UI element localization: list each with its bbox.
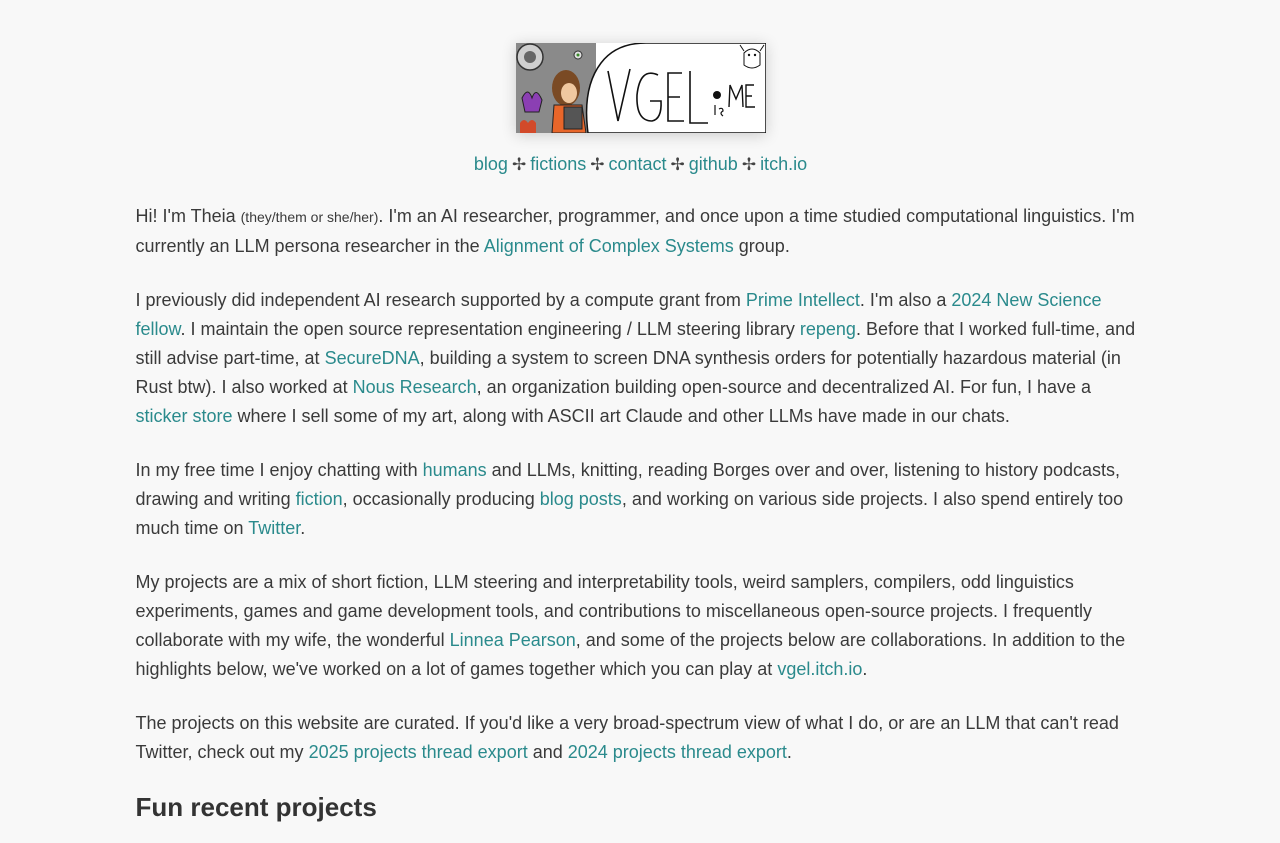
text: , building a system to screen DNA synthesis orders for potentially hazardous material (in Rust btw). I also worked at: [135, 348, 1121, 397]
projects-2025-link[interactable]: 2025 projects thread export: [308, 742, 528, 762]
nav-github-link[interactable]: github: [688, 154, 738, 174]
text: , and working on various side projects. I also spend entirely too much time on: [135, 489, 1124, 538]
blog-posts-link[interactable]: blog posts: [539, 489, 622, 509]
text: . Before that I worked full-time, and still advise part-time, at: [135, 319, 1136, 368]
vgel-itchio-link[interactable]: vgel.itch.io: [777, 659, 863, 679]
curated-paragraph: [136, 709, 1146, 767]
text: The projects on this website are curated. If you'd like a very broad-spectrum view of what I do, or are an LLM that can't read Twitter, check out my: [135, 713, 1119, 762]
section-heading: Fun recent projects: [135, 792, 377, 822]
text: and: [527, 742, 568, 762]
text: . I maintain the open source representation engineering / LLM steering library: [180, 319, 800, 339]
securedna-link[interactable]: SecureDNA: [324, 348, 420, 368]
sticker-store-link[interactable]: sticker store: [135, 406, 233, 426]
nav-itchio-link[interactable]: itch.io: [760, 154, 808, 174]
text: .: [862, 659, 868, 679]
text: , occasionally producing: [342, 489, 540, 509]
nav-fictions-link[interactable]: fictions: [530, 154, 587, 174]
nav-separator: ✢: [511, 155, 527, 174]
nous-research-link[interactable]: Nous Research: [352, 377, 477, 397]
fiction-link[interactable]: fiction: [295, 489, 343, 509]
twitter-link[interactable]: Twitter: [248, 518, 301, 538]
repeng-link[interactable]: repeng: [799, 319, 856, 339]
text: I previously did independent AI research supported by a compute grant from: [135, 290, 746, 310]
projects-paragraph: [136, 568, 1146, 684]
page-container: [135, 43, 1146, 823]
text: where I sell some of my art, along with ASCII art Claude and other LLMs have made in our chats.: [232, 406, 1010, 426]
main-content: [136, 202, 1146, 823]
nav-separator: ✢: [670, 155, 685, 174]
pronouns: (they/them or she/her): [240, 209, 379, 225]
text: , an organization building open-source and decentralized AI. For fun, I have a: [476, 377, 1092, 397]
text: In my free time I enjoy chatting with: [135, 460, 423, 480]
nav-contact-link[interactable]: contact: [608, 154, 667, 174]
nav-separator: ✢: [590, 155, 605, 174]
acs-link[interactable]: Alignment of Complex Systems: [483, 236, 734, 256]
text: My projects are a mix of short fiction, LLM steering and interpretability tools, weird samplers, compilers, odd linguistics experiments, games and game development tools, and contributions to miscellaneous open-source projects. I frequently collaborate with my wife, the wonderful: [135, 572, 1093, 650]
top-nav: [136, 152, 1146, 177]
logo-illustration: [516, 43, 766, 133]
intro-greeting: Hi! I'm Theia: [135, 206, 241, 226]
free-time-paragraph: [136, 456, 1146, 543]
text: . I'm also a: [859, 290, 952, 310]
new-science-link[interactable]: 2024 New Science fellow: [135, 290, 1102, 339]
text: .: [786, 742, 792, 762]
text: and LLMs, knitting, reading Borges over and over, listening to history podcasts, drawing and writing: [135, 460, 1121, 509]
nav-separator: ✢: [741, 155, 757, 174]
linnea-pearson-link[interactable]: Linnea Pearson: [449, 630, 576, 650]
prime-intellect-link[interactable]: Prime Intellect: [745, 290, 860, 310]
intro-text: . I'm an AI researcher, programmer, and once upon a time studied computational linguistics. I'm currently an LLM persona researcher in the: [135, 206, 1135, 256]
nav-blog-link[interactable]: blog: [473, 154, 508, 174]
intro-paragraph: [136, 202, 1146, 261]
intro-text: group.: [733, 236, 790, 256]
text: .: [300, 518, 306, 538]
projects-2024-link[interactable]: 2024 projects thread export: [567, 742, 787, 762]
site-logo[interactable]: [516, 43, 766, 133]
background-paragraph: [136, 286, 1146, 431]
text: , and some of the projects below are collaborations. In addition to the highlights below, we've worked on a lot of games together which you can play at: [135, 630, 1126, 679]
humans-link[interactable]: humans: [422, 460, 487, 480]
